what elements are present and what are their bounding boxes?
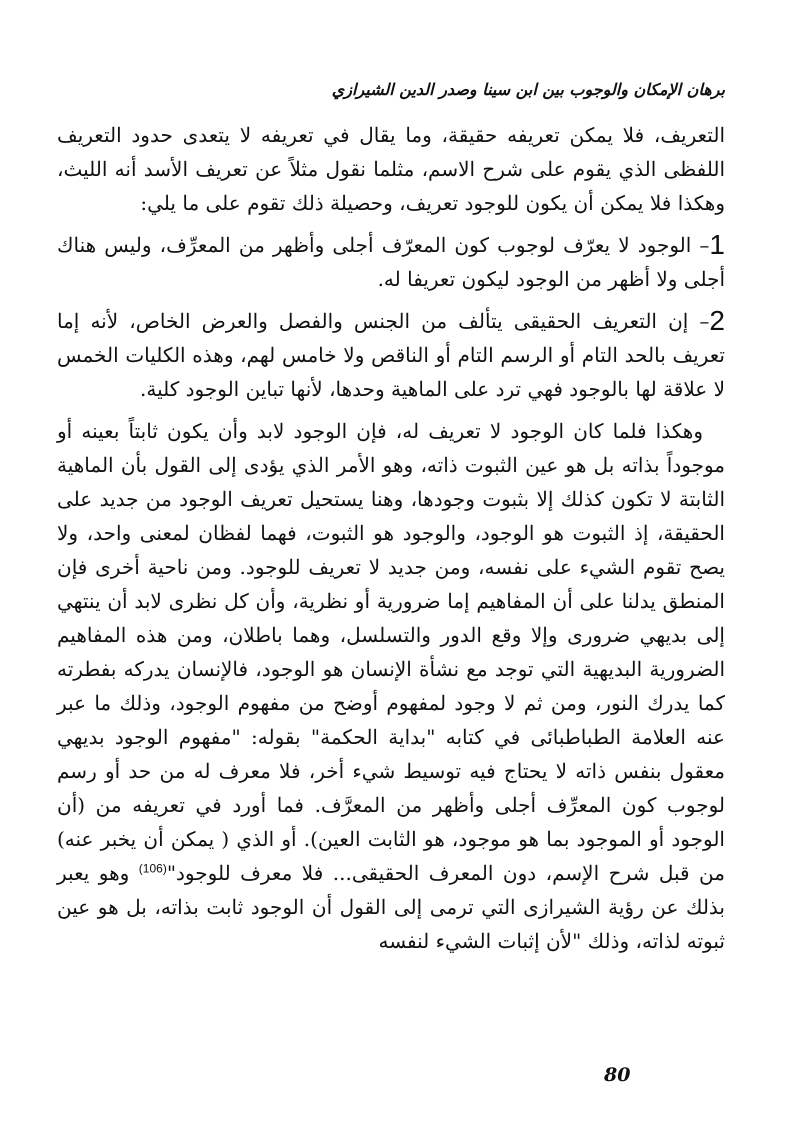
point-number: 2 [709,305,725,336]
paragraph-intro [57,118,725,220]
page-number: 80 [604,1064,631,1086]
point-number: 1 [709,229,725,260]
paragraph-text: – الوجود لا يعرّف لوجوب كون المعرّف أجلى وأظهر من المعرِّف، وليس هناك أجلى ولا أظهر من الوجود ليكون تعريفا له. [57,233,725,291]
footnote-marker[interactable]: (106) [138,861,167,876]
running-head: برهان الإمكان والوجوب بين ابن سينا وصدر الدين الشيرازي [331,80,725,99]
numbered-point-2 [57,304,725,406]
paragraph-text: وهكذا فلما كان الوجود لا تعريف له، فإن الوجود لابد وأن يكون ثابتاً بعينه أو موجوداً بذاته بل هو عين الثبوت ذاته، وهو الأمر الذي يؤدى إلى القول بأن الماهية الثابتة لا تكون كذلك إلا بثبوت وجودها، وهنا يستحيل تعريف الوجود من جديد على الحقيقة، إذ الثبوت هو الوجود، والوجود هو الثبوت، فهما لفظان لمعنى واحد، ولا يصح تقوم الشيء على نفسه، ومن جديد لا تعريف للوجود. ومن ناحية أخرى فإن المنطق يدلنا على أن المفاهيم إما ضرورية أو نظرية، وأن كل نظرى لابد أن ينتهي إلى بديهي ضرورى وإلا وقع الدور والتسلسل، وهما باطلان، ومن هذه المفاهيم الضرورية البديهية التي توجد مع نشأة الإنسان هو الوجود، فالإنسان يدركه بفطرته كما يدرك النور، ومن ثم لا وجود لمفهوم أوضح من مفهوم الوجود، وذلك ما عبر عنه العلامة الطباطبائى في كتابه "بداية الحكمة" بقوله: "مفهوم الوجود بديهي معقول بنفس ذاته لا يحتاج فيه توسيط شيء أخر، فلا معرف له من حد أو رسم لوجوب كون المعرِّف أجلى وأظهر من المعرَّف. فما أورد في تعريفه من (أن الوجود أو الموجود بما هو موجود، هو الثابت العين). أو الذي ( يمكن أن يخبر عنه) من قبل شرح الإسم، دون المعرف الحقيقى... فلا معرف للوجود" [57,419,725,885]
body-text [57,118,725,958]
paragraph-text-continued: وهو يعبر بذلك عن رؤية الشيرازى التي ترمى إلى القول أن الوجود ثابت بذاته، بل هو عين ثبوته لذاته، وذلك "لأن إثبات الشيء لنفسه [57,861,725,953]
paragraph-main [57,414,725,958]
paragraph-text: – إن التعريف الحقيقى يتألف من الجنس والفصل والعرض الخاص، لأنه إما تعريف بالحد التام أو الرسم التام أو الناقص ولا خامس لهم، وهذه الكليات الخمس لا علاقة لها بالوجود فهي ترد على الماهية وحدها، لأنها تباين الوجود كلية. [57,309,725,401]
paragraph-text: التعريف، فلا يمكن تعريفه حقيقة، وما يقال في تعريفه لا يتعدى حدود التعريف اللفظى الذي يقوم على شرح الاسم، مثلما نقول مثلاً عن تعريف الأسد أنه الليث، وهكذا فلا يمكن أن يكون للوجود تعريف، وحصيلة ذلك تقوم على ما يلي: [57,123,725,215]
numbered-point-1 [57,228,725,296]
